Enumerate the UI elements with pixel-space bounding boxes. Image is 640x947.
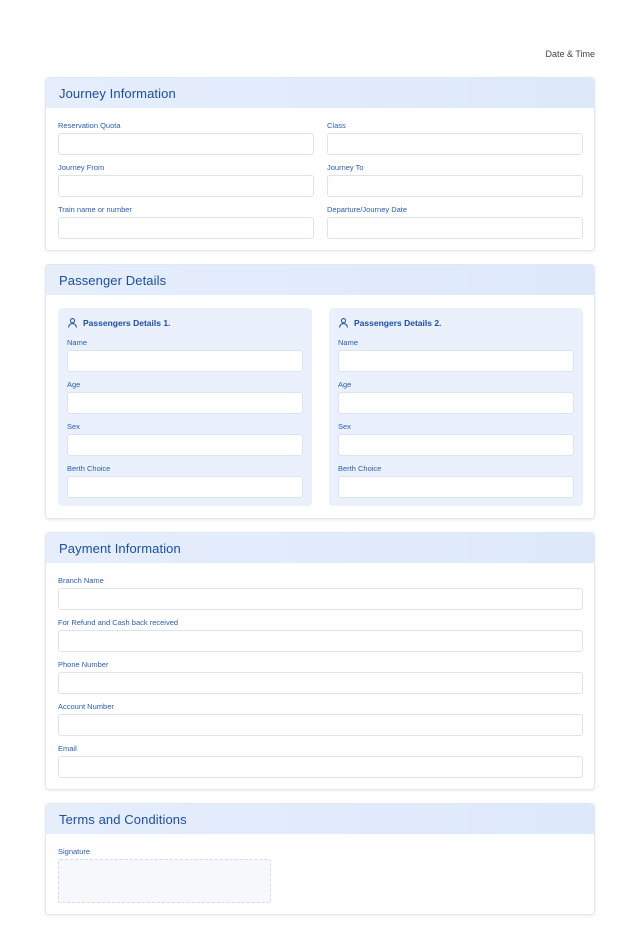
date-time-label: Date & Time <box>545 49 595 59</box>
email-input[interactable] <box>58 756 583 778</box>
reservation-quota-label: Reservation Quota <box>58 121 121 130</box>
berth-choice-label: Berth Choice <box>67 464 111 473</box>
signature-pad[interactable] <box>58 859 271 903</box>
section-header <box>46 78 594 108</box>
sex-label: Sex <box>67 422 80 431</box>
passenger-1-header <box>67 317 170 328</box>
class-input[interactable] <box>327 133 583 155</box>
passenger-1-box <box>58 308 312 506</box>
account-number-input[interactable] <box>58 714 583 736</box>
passenger-2-name-input[interactable] <box>338 350 574 372</box>
user-icon <box>67 317 78 328</box>
train-label: Train name or number <box>58 205 132 214</box>
passenger-2-header <box>338 317 441 328</box>
signature-label: Signature <box>58 847 91 856</box>
age-label: Age <box>67 380 81 389</box>
branch-name-input[interactable] <box>58 588 583 610</box>
branch-name-label: Branch Name <box>58 576 104 585</box>
age-label: Age <box>338 380 352 389</box>
passenger-2-title: Passengers Details 2. <box>354 317 442 328</box>
section-title: Passenger Details <box>59 272 167 288</box>
name-label: Name <box>338 338 359 347</box>
journey-to-input[interactable] <box>327 175 583 197</box>
journey-information-section <box>45 77 595 251</box>
journey-date-input[interactable] <box>327 217 583 239</box>
refund-input[interactable] <box>58 630 583 652</box>
passenger-2-age-input[interactable] <box>338 392 574 414</box>
passenger-1-berth-input[interactable] <box>67 476 303 498</box>
refund-label: For Refund and Cash back received <box>58 618 179 627</box>
journey-date-label: Departure/Journey Date <box>327 205 408 214</box>
berth-choice-label: Berth Choice <box>338 464 382 473</box>
name-label: Name <box>67 338 88 347</box>
section-title: Terms and Conditions <box>59 811 187 827</box>
train-input[interactable] <box>58 217 314 239</box>
section-title: Payment Information <box>59 540 181 556</box>
passenger-details-section <box>45 264 595 519</box>
phone-number-input[interactable] <box>58 672 583 694</box>
section-header <box>46 533 594 563</box>
journey-to-label: Journey To <box>327 163 364 172</box>
section-header <box>46 265 594 295</box>
passenger-2-berth-input[interactable] <box>338 476 574 498</box>
journey-from-label: Journey From <box>58 163 105 172</box>
passenger-1-sex-input[interactable] <box>67 434 303 456</box>
journey-from-input[interactable] <box>58 175 314 197</box>
passenger-1-name-input[interactable] <box>67 350 303 372</box>
passenger-2-box <box>329 308 583 506</box>
terms-and-conditions-section <box>45 803 595 915</box>
section-title: Journey Information <box>59 85 176 101</box>
payment-information-section <box>45 532 595 790</box>
section-header <box>46 804 594 834</box>
passenger-1-age-input[interactable] <box>67 392 303 414</box>
phone-number-label: Phone Number <box>58 660 109 669</box>
class-label: Class <box>327 121 346 130</box>
passenger-2-sex-input[interactable] <box>338 434 574 456</box>
reservation-quota-input[interactable] <box>58 133 314 155</box>
email-label: Email <box>58 744 77 753</box>
passenger-1-title: Passengers Details 1. <box>83 317 171 328</box>
sex-label: Sex <box>338 422 351 431</box>
user-icon <box>338 317 349 328</box>
account-number-label: Account Number <box>58 702 114 711</box>
